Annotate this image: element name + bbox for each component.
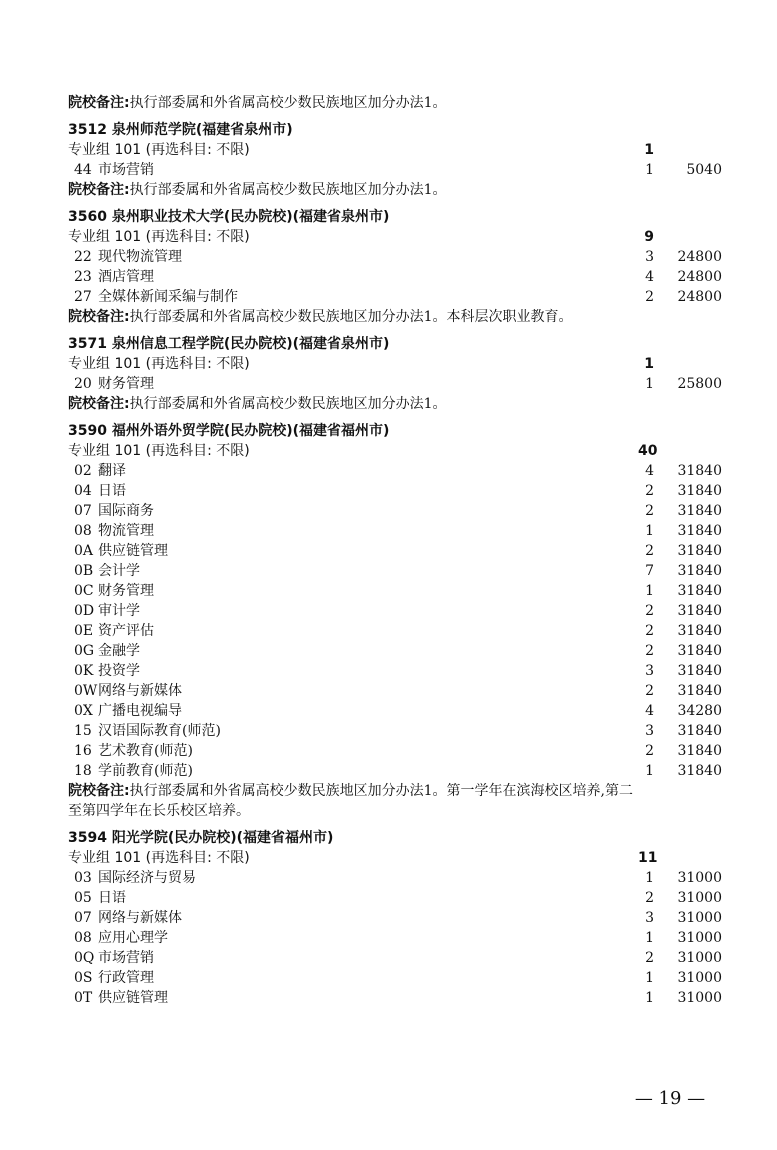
major-group-row — [0, 848, 777, 868]
note-key: 院校备注: — [68, 396, 130, 412]
major-name: 应用心理学 — [98, 930, 168, 946]
major-count: 1 — [645, 523, 654, 539]
group-label: 专业组 101 (再选科目: 不限) — [68, 356, 250, 372]
major-row — [0, 988, 777, 1008]
group-count: 1 — [644, 142, 654, 158]
major-code: 0Q — [74, 950, 95, 966]
major-row — [0, 761, 777, 781]
major-count: 2 — [645, 503, 654, 519]
note-text: 执行部委属和外省属高校少数民族地区加分办法1。第一学年在滨海校区培养,第二 — [129, 783, 633, 799]
school-name: 3571 泉州信息工程学院(民办院校)(福建省泉州市) — [68, 336, 390, 352]
major-name: 供应链管理 — [98, 990, 168, 1006]
major-name: 酒店管理 — [98, 269, 154, 285]
school-list — [0, 120, 777, 1008]
major-code: 0G — [74, 643, 95, 659]
major-code: 05 — [74, 890, 92, 906]
major-group-row — [0, 227, 777, 247]
major-name: 市场营销 — [98, 950, 154, 966]
major-fee: 31840 — [677, 583, 722, 599]
major-code: 16 — [74, 743, 92, 759]
major-name: 国际商务 — [98, 503, 154, 519]
group-label: 专业组 101 (再选科目: 不限) — [68, 229, 250, 245]
major-count: 4 — [645, 463, 654, 479]
major-fee: 31000 — [677, 990, 722, 1006]
major-code: 18 — [74, 763, 92, 779]
school-note — [0, 307, 777, 327]
major-group-row — [0, 354, 777, 374]
major-row — [0, 641, 777, 661]
major-name: 艺术教育(师范) — [98, 743, 193, 759]
major-row — [0, 160, 777, 180]
major-name: 行政管理 — [98, 970, 154, 986]
major-count: 7 — [645, 563, 654, 579]
major-name: 金融学 — [98, 643, 140, 659]
note-line — [68, 180, 447, 200]
major-code: 04 — [74, 483, 92, 499]
major-name: 资产评估 — [98, 623, 154, 639]
major-count: 2 — [645, 743, 654, 759]
note-key: 院校备注: — [68, 95, 130, 111]
major-row — [0, 247, 777, 267]
major-code: 0A — [74, 543, 94, 559]
school-name: 3512 泉州师范学院(福建省泉州市) — [68, 122, 293, 138]
major-count: 1 — [645, 583, 654, 599]
major-name: 网络与新媒体 — [98, 910, 182, 926]
major-name: 全媒体新闻采编与制作 — [98, 289, 238, 305]
major-row — [0, 968, 777, 988]
major-fee: 31840 — [677, 623, 722, 639]
major-count: 3 — [645, 723, 654, 739]
major-count: 2 — [645, 890, 654, 906]
major-row — [0, 621, 777, 641]
major-name: 市场营销 — [98, 162, 154, 178]
major-row — [0, 948, 777, 968]
major-name: 网络与新媒体 — [98, 683, 182, 699]
major-count: 1 — [645, 870, 654, 886]
major-code: 44 — [74, 162, 92, 178]
major-fee: 31000 — [677, 950, 722, 966]
note-key: 院校备注: — [68, 182, 130, 198]
school-header — [0, 207, 777, 227]
major-name: 翻译 — [98, 463, 126, 479]
group-count: 40 — [638, 443, 658, 459]
major-fee: 31840 — [677, 543, 722, 559]
document-body — [0, 93, 777, 1008]
major-fee: 31000 — [677, 890, 722, 906]
major-row — [0, 561, 777, 581]
major-row — [0, 701, 777, 721]
major-row — [0, 888, 777, 908]
major-code: 0S — [74, 970, 93, 986]
major-row — [0, 601, 777, 621]
major-fee: 31840 — [677, 723, 722, 739]
note-text: 执行部委属和外省属高校少数民族地区加分办法1。本科层次职业教育。 — [129, 309, 573, 325]
major-name: 财务管理 — [98, 583, 154, 599]
major-name: 国际经济与贸易 — [98, 870, 196, 886]
school-block — [0, 828, 777, 1008]
major-name: 现代物流管理 — [98, 249, 182, 265]
school-header — [0, 120, 777, 140]
major-code: 02 — [74, 463, 92, 479]
major-name: 汉语国际教育(师范) — [98, 723, 221, 739]
major-count: 4 — [645, 703, 654, 719]
major-count: 3 — [645, 663, 654, 679]
major-row — [0, 541, 777, 561]
major-code: 0C — [74, 583, 94, 599]
school-note — [0, 180, 777, 200]
major-row — [0, 521, 777, 541]
major-row — [0, 681, 777, 701]
school-note — [0, 781, 777, 801]
note-line — [68, 307, 573, 327]
major-code: 0K — [74, 663, 94, 679]
group-count: 1 — [644, 356, 654, 372]
major-count: 2 — [645, 603, 654, 619]
school-block — [0, 207, 777, 327]
major-fee: 31840 — [677, 683, 722, 699]
major-fee: 24800 — [677, 289, 722, 305]
major-count: 2 — [645, 289, 654, 305]
major-row — [0, 501, 777, 521]
school-name: 3590 福州外语外贸学院(民办院校)(福建省福州市) — [68, 423, 390, 439]
major-name: 广播电视编导 — [98, 703, 182, 719]
major-row — [0, 721, 777, 741]
major-name: 日语 — [98, 890, 126, 906]
major-count: 4 — [645, 269, 654, 285]
major-row — [0, 908, 777, 928]
page-number: — 19 — — [634, 1088, 706, 1109]
major-fee: 31840 — [677, 743, 722, 759]
group-count: 9 — [644, 229, 654, 245]
major-code: 20 — [74, 376, 92, 392]
major-count: 1 — [645, 763, 654, 779]
major-fee: 31840 — [677, 763, 722, 779]
major-count: 1 — [645, 930, 654, 946]
major-code: 22 — [74, 249, 92, 265]
major-row — [0, 661, 777, 681]
major-row — [0, 461, 777, 481]
major-fee: 31000 — [677, 930, 722, 946]
major-row — [0, 481, 777, 501]
note-text: 执行部委属和外省属高校少数民族地区加分办法1。 — [129, 396, 447, 412]
note-text: 至第四学年在长乐校区培养。 — [68, 803, 250, 819]
major-name: 审计学 — [98, 603, 140, 619]
major-row — [0, 741, 777, 761]
major-name: 投资学 — [98, 663, 140, 679]
major-count: 3 — [645, 249, 654, 265]
major-name: 学前教育(师范) — [98, 763, 193, 779]
major-code: 08 — [74, 930, 92, 946]
major-code: 0X — [74, 703, 93, 719]
major-row — [0, 868, 777, 888]
major-name: 供应链管理 — [98, 543, 168, 559]
major-count: 2 — [645, 623, 654, 639]
major-fee: 31840 — [677, 603, 722, 619]
school-note — [0, 394, 777, 414]
major-code: 07 — [74, 503, 92, 519]
major-fee: 25800 — [677, 376, 722, 392]
major-count: 1 — [645, 970, 654, 986]
major-count: 1 — [645, 162, 654, 178]
major-count: 3 — [645, 910, 654, 926]
major-code: 0T — [74, 990, 93, 1006]
major-code: 15 — [74, 723, 92, 739]
major-code: 23 — [74, 269, 92, 285]
major-fee: 31840 — [677, 503, 722, 519]
major-row — [0, 581, 777, 601]
group-label: 专业组 101 (再选科目: 不限) — [68, 142, 250, 158]
major-code: 03 — [74, 870, 92, 886]
note-line — [68, 394, 447, 414]
major-row — [0, 374, 777, 394]
major-count: 1 — [645, 376, 654, 392]
school-header — [0, 828, 777, 848]
major-count: 2 — [645, 950, 654, 966]
major-code: 08 — [74, 523, 92, 539]
major-row — [0, 928, 777, 948]
school-header — [0, 334, 777, 354]
major-count: 2 — [645, 683, 654, 699]
major-group-row — [0, 140, 777, 160]
school-note — [0, 801, 777, 821]
major-code: 0B — [74, 563, 94, 579]
major-row — [0, 287, 777, 307]
major-code: 27 — [74, 289, 92, 305]
major-row — [0, 267, 777, 287]
major-count: 2 — [645, 643, 654, 659]
major-code: 0W — [74, 683, 98, 699]
school-name: 3594 阳光学院(民办院校)(福建省福州市) — [68, 830, 334, 846]
major-fee: 31840 — [677, 523, 722, 539]
major-code: 07 — [74, 910, 92, 926]
major-fee: 24800 — [677, 249, 722, 265]
major-group-row — [0, 441, 777, 461]
note-text: 执行部委属和外省属高校少数民族地区加分办法1。 — [129, 95, 447, 111]
major-fee: 31840 — [677, 643, 722, 659]
school-block — [0, 120, 777, 200]
school-header — [0, 421, 777, 441]
group-label: 专业组 101 (再选科目: 不限) — [68, 443, 250, 459]
major-fee: 31840 — [677, 563, 722, 579]
note-key: 院校备注: — [68, 783, 130, 799]
school-name: 3560 泉州职业技术大学(民办院校)(福建省泉州市) — [68, 209, 390, 225]
major-name: 会计学 — [98, 563, 140, 579]
group-count: 11 — [638, 850, 658, 866]
major-fee: 31840 — [677, 463, 722, 479]
note-line — [68, 781, 633, 801]
school-block — [0, 421, 777, 821]
major-code: 0D — [74, 603, 95, 619]
major-fee: 5040 — [686, 162, 722, 178]
major-count: 2 — [645, 543, 654, 559]
major-count: 1 — [645, 990, 654, 1006]
major-fee: 31000 — [677, 970, 722, 986]
major-fee: 34280 — [677, 703, 722, 719]
major-fee: 31000 — [677, 870, 722, 886]
school-block — [0, 334, 777, 414]
major-fee: 31840 — [677, 663, 722, 679]
major-count: 2 — [645, 483, 654, 499]
school-note — [0, 93, 777, 113]
group-label: 专业组 101 (再选科目: 不限) — [68, 850, 250, 866]
note-key: 院校备注: — [68, 309, 130, 325]
major-name: 物流管理 — [98, 523, 154, 539]
major-name: 日语 — [98, 483, 126, 499]
major-fee: 31840 — [677, 483, 722, 499]
note-text: 执行部委属和外省属高校少数民族地区加分办法1。 — [129, 182, 447, 198]
major-fee: 24800 — [677, 269, 722, 285]
major-name: 财务管理 — [98, 376, 154, 392]
major-fee: 31000 — [677, 910, 722, 926]
major-code: 0E — [74, 623, 94, 639]
